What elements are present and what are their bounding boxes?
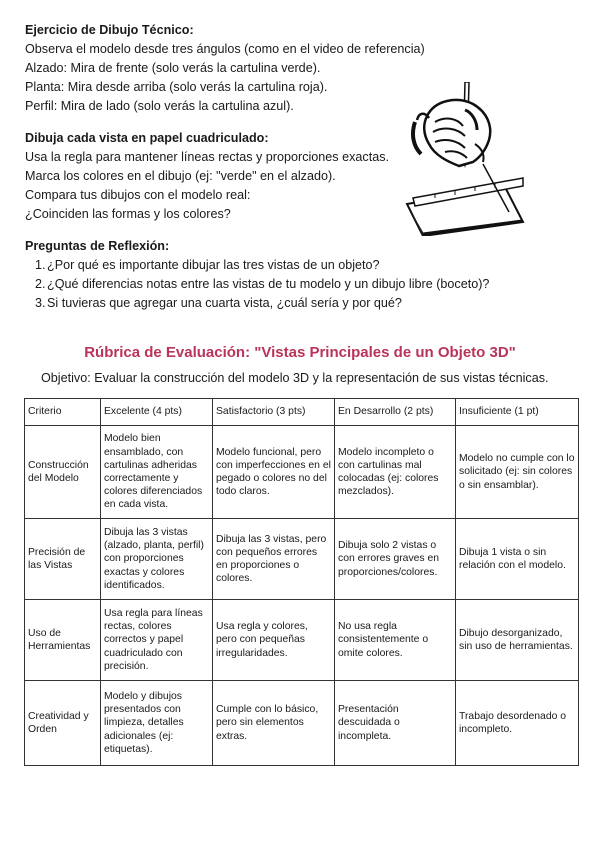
- table-cell: Modelo y dibujos presentados con limpieza, detalles adicionales (ej: etiquetas).: [101, 681, 213, 766]
- table-cell: Trabajo desordenado o incompleto.: [456, 681, 579, 766]
- table-cell: Dibuja 1 vista o sin relación con el modelo.: [456, 519, 579, 600]
- reflection-title: Preguntas de Reflexión:: [25, 239, 170, 253]
- table-row: [25, 681, 579, 766]
- exercise-line: Alzado: Mira de frente (solo verás la cartulina verde).: [25, 61, 321, 75]
- rubric-objective: Objetivo: Evaluar la construcción del modelo 3D y la representación de sus vistas técnicas.: [41, 371, 549, 385]
- table-cell: Usa regla y colores, pero con pequeñas irregularidades.: [213, 600, 335, 681]
- drawing-line: ¿Coinciden las formas y los colores?: [25, 207, 231, 221]
- rubric-table: [24, 398, 579, 766]
- drawing-line: Usa la regla para mantener líneas rectas y proporciones exactas.: [25, 150, 390, 164]
- table-cell: Modelo no cumple con lo solicitado (ej: sin colores o sin ensamblar).: [456, 426, 579, 519]
- table-cell: Presentación descuidada o incompleta.: [335, 681, 456, 766]
- drawing-line: Marca los colores en el dibujo (ej: "verde" en el alzado).: [25, 169, 336, 183]
- reflection-section: [25, 237, 489, 313]
- criterion-cell: Uso de Herramientas: [25, 600, 101, 681]
- criterion-cell: Precisión de las Vistas: [25, 519, 101, 600]
- drawing-title: Dibuja cada vista en papel cuadriculado:: [25, 131, 269, 145]
- exercise-line: Perfil: Mira de lado (solo verás la cartulina azul).: [25, 99, 294, 113]
- table-header-row: [25, 399, 579, 426]
- exercise-section: [25, 21, 425, 116]
- table-cell: No usa regla consistentemente o omite colores.: [335, 600, 456, 681]
- rubric-title: Rúbrica de Evaluación: "Vistas Principales de un Objeto 3D": [84, 344, 516, 361]
- header-cell: Satisfactorio (3 pts): [213, 399, 335, 426]
- table-cell: Modelo incompleto o con cartulinas mal colocadas (ej: colores mezclados).: [335, 426, 456, 519]
- table-cell: Dibuja las 3 vistas (alzado, planta, perfil) con proporciones exactas y colores identificados.: [101, 519, 213, 600]
- reflection-item: 1.¿Por qué es importante dibujar las tres vistas de un objeto?: [35, 258, 380, 272]
- reflection-list: [25, 256, 489, 313]
- table-cell: Modelo funcional, pero con imperfecciones en el pegado o colores no del todo claros.: [213, 426, 335, 519]
- header-cell: Criterio: [25, 399, 101, 426]
- table-cell: Usa regla para líneas rectas, colores correctos y papel cuadriculado con precisión.: [101, 600, 213, 681]
- table-cell: Dibuja solo 2 vistas o con errores graves en proporciones/colores.: [335, 519, 456, 600]
- drawing-line: Compara tus dibujos con el modelo real:: [25, 188, 251, 202]
- criterion-cell: Construcción del Modelo: [25, 426, 101, 519]
- header-cell: Excelente (4 pts): [101, 399, 213, 426]
- table-cell: Modelo bien ensamblado, con cartulinas adheridas correctamente y colores diferenciados en cada vista.: [101, 426, 213, 519]
- reflection-item: 2.¿Qué diferencias notas entre las vistas de tu modelo y un dibujo libre (boceto)?: [35, 277, 490, 291]
- drawing-section: [25, 129, 389, 224]
- exercise-line: Planta: Mira desde arriba (solo verás la cartulina roja).: [25, 80, 328, 94]
- table-cell: Cumple con lo básico, pero sin elementos extras.: [213, 681, 335, 766]
- criterion-cell: Creatividad y Orden: [25, 681, 101, 766]
- table-row: [25, 426, 579, 519]
- table-cell: Dibuja las 3 vistas, pero con pequeños errores en proporciones o colores.: [213, 519, 335, 600]
- reflection-item: 3.Si tuvieras que agregar una cuarta vista, ¿cuál sería y por qué?: [35, 296, 402, 310]
- header-cell: En Desarrollo (2 pts): [335, 399, 456, 426]
- header-cell: Insuficiente (1 pt): [456, 399, 579, 426]
- exercise-title: Ejercicio de Dibujo Técnico:: [25, 23, 194, 37]
- table-row: [25, 600, 579, 681]
- table-row: [25, 519, 579, 600]
- exercise-line: Observa el modelo desde tres ángulos (como en el video de referencia): [25, 42, 425, 56]
- table-cell: Dibujo desorganizado, sin uso de herramientas.: [456, 600, 579, 681]
- hand-drawing-illustration: [405, 82, 525, 236]
